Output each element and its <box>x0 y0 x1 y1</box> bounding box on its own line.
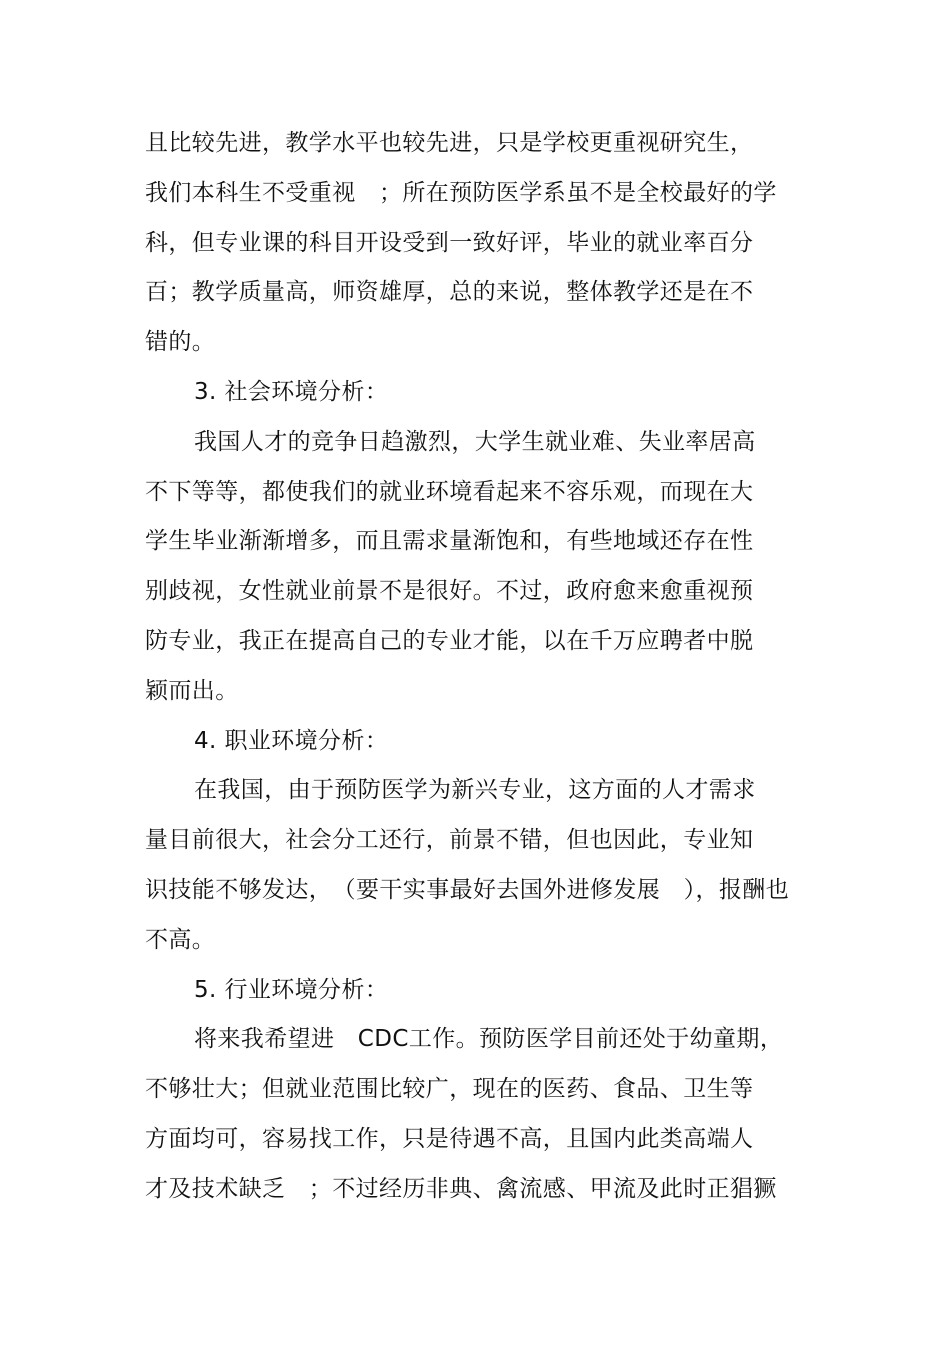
section-heading: 4. 职业环境分析： <box>194 728 389 754</box>
section-heading: 3. 社会环境分析： <box>194 379 389 405</box>
text-line: 我们本科生不受重视 ；所在预防医学系虽不是全校最好的学 <box>145 180 777 206</box>
text-line: 不高。 <box>145 927 216 953</box>
text-line: 量目前很大，社会分工还行，前景不错，但也因此，专业知 <box>145 827 754 853</box>
text-line: 且比较先进，教学水平也较先进，只是学校更重视研究生， <box>145 130 754 156</box>
text-line: 科，但专业课的科目开设受到一致好评，毕业的就业率百分 <box>145 230 754 256</box>
text-line: 方面均可，容易找工作，只是待遇不高，且国内此类高端人 <box>145 1126 754 1152</box>
text-line: 不下等等，都使我们的就业环境看起来不容乐观，而现在大 <box>145 479 754 505</box>
text-line: 别歧视，女性就业前景不是很好。不过，政府愈来愈重视预 <box>145 578 754 604</box>
text-line: 才及技术缺乏 ；不过经历非典、禽流感、甲流及此时正猖獗 <box>145 1176 777 1202</box>
section-heading: 5. 行业环境分析： <box>194 977 389 1003</box>
text-line: 我国人才的竞争日趋激烈，大学生就业难、失业率居高 <box>194 429 756 455</box>
text-line: 颖而出。 <box>145 678 239 704</box>
text-line: 防专业，我正在提高自己的专业才能，以在千万应聘者中脱 <box>145 628 754 654</box>
text-line: 将来我希望进 CDC工作。预防医学目前还处于幼童期， <box>194 1026 784 1052</box>
text-line: 百；教学质量高，师资雄厚，总的来说，整体教学还是在不 <box>145 279 754 305</box>
text-line: 不够壮大；但就业范围比较广，现在的医药、食品、卫生等 <box>145 1076 754 1102</box>
text-line: 错的。 <box>145 329 216 355</box>
text-line: 学生毕业渐渐增多，而且需求量渐饱和，有些地域还存在性 <box>145 528 754 554</box>
text-line: 识技能不够发达， （要干实事最好去国外进修发展 ），报酬也 <box>145 877 790 903</box>
text-line: 在我国，由于预防医学为新兴专业，这方面的人才需求 <box>194 777 756 803</box>
